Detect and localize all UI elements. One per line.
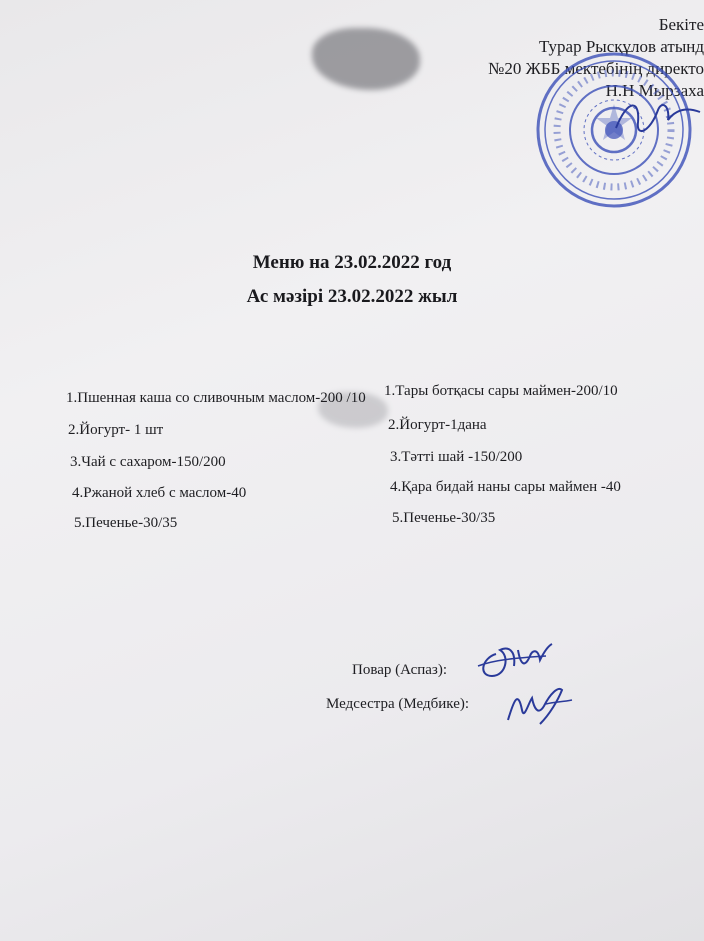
menu-item-kz-2: 2.Йогурт-1дана bbox=[388, 417, 487, 433]
menu-item-kz-3: 3.Тәтті шай -150/200 bbox=[390, 449, 523, 465]
menu-item-kz-1: 1.Тары ботқасы сары маймен-200/10 bbox=[384, 383, 618, 399]
menu-item-kz-4: 4.Қара бидай наны сары маймен -40 bbox=[390, 479, 621, 495]
nurse-label: Медсестра (Медбике): bbox=[326, 696, 470, 712]
approval-line-3: №20 ЖББ мектебінің директо bbox=[488, 59, 704, 78]
cook-label: Повар (Аспаз): bbox=[352, 662, 448, 678]
menu-item-ru-3: 3.Чай с сахаром-150/200 bbox=[70, 454, 226, 470]
menu-item-kz-5: 5.Печенье-30/35 bbox=[392, 510, 496, 526]
approval-line-4: Н.Н Мырзаха bbox=[605, 81, 704, 100]
approval-line-2: Турар Рысқұлов атынд bbox=[539, 37, 704, 56]
page-title-ru: Меню на 23.02.2022 год bbox=[252, 252, 452, 273]
menu-item-ru-5: 5.Печенье-30/35 bbox=[74, 515, 178, 531]
redaction-smudge-top bbox=[312, 28, 420, 90]
director-signature bbox=[610, 88, 704, 148]
menu-item-ru-2: 2.Йогурт- 1 шт bbox=[68, 422, 164, 438]
cook-signature bbox=[474, 636, 554, 686]
approval-line-1: Бекіте bbox=[658, 15, 704, 34]
page-title-kz: Ас мәзірі 23.02.2022 жыл bbox=[246, 286, 458, 307]
menu-item-ru-4: 4.Ржаной хлеб с маслом-40 bbox=[72, 485, 247, 501]
nurse-signature bbox=[500, 680, 576, 730]
menu-item-ru-1: 1.Пшенная каша со сливочным маслом-200 /10 bbox=[66, 390, 366, 406]
